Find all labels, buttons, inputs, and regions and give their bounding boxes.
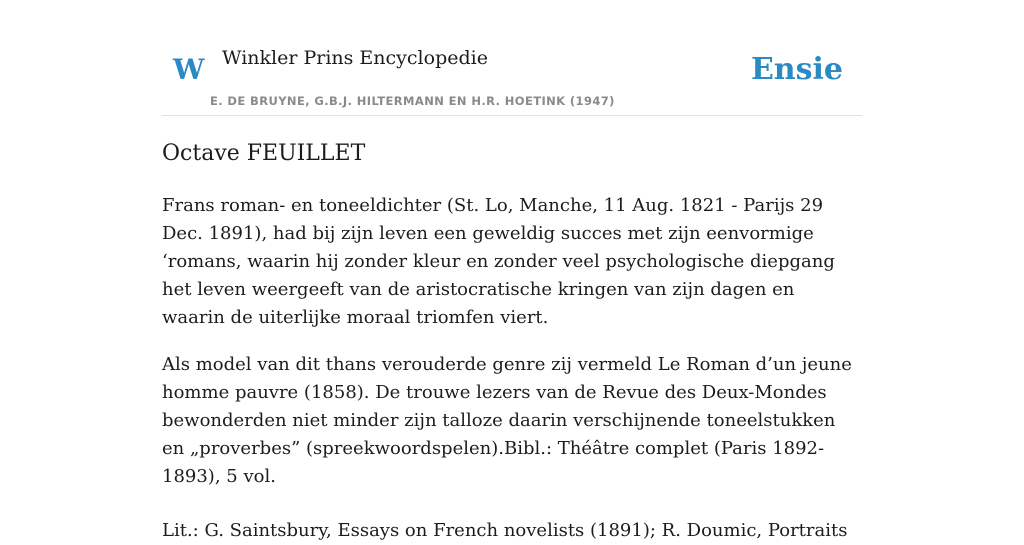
header [162,0,862,116]
article-paragraph: Als model van dit thans verouderde genre zij vermeld Le Roman d’un jeune homme pauvre (1858). De trouwe lezers van de Revue des Deux-Mondes bewonderden niet minder zijn talloze daarin verschijnende toneelstukken en „proverbes” (spreekwoordspelen).Bibl.: Théâtre complet (Paris 1892-1893), 5 vol. [162,354,852,487]
page [162,0,862,541]
article-body [162,192,862,545]
book-title-link[interactable]: Winkler Prins Encyclopedie [222,47,488,69]
article-title: Octave FEUILLET [162,141,366,166]
article-paragraph: Lit.: G. Saintsbury, Essays on French novelists (1891); R. Doumic, Portraits [162,520,848,541]
article-paragraph: Frans roman- en toneeldichter (St. Lo, Manche, 11 Aug. 1821 - Parijs 29 Dec. 1891), had bij zijn leven een geweldig succes met zijn eenvormige ‘romans, waarin hij zonder kleur en zonder veel psychologische diepgang het leven weergeeft van de aristocratische kringen van zijn dagen en waarin de uiterlijke moraal triomfen viert. [162,195,835,328]
book-authors: E. DE BRUYNE, G.B.J. HILTERMANN EN H.R. HOETINK (1947) [210,94,615,108]
ensie-logo-link[interactable]: Ensie [750,52,843,87]
encyclopedia-logo-icon[interactable]: W [173,53,205,86]
